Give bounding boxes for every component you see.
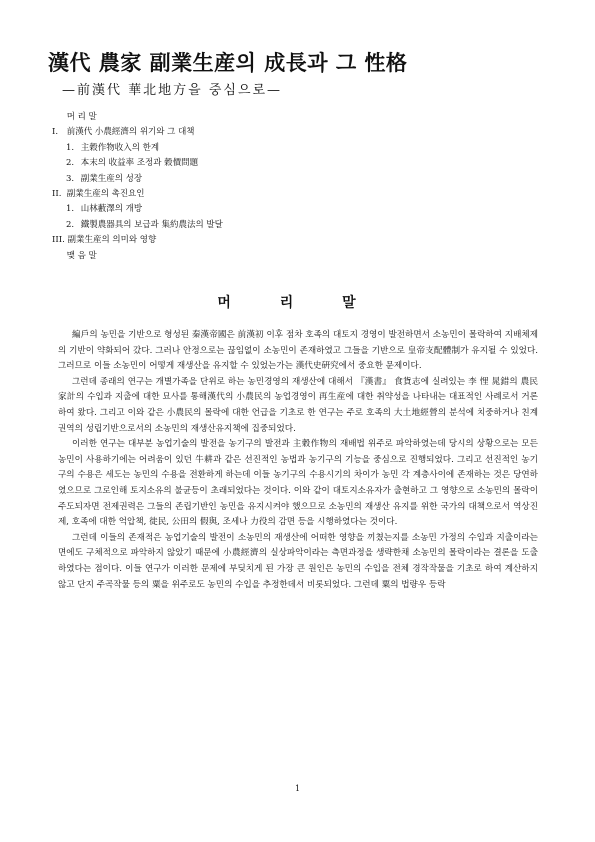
toc-item-number: II. bbox=[52, 189, 62, 200]
toc-item-label: 副業生産의 성장 bbox=[80, 173, 143, 184]
toc-item-label: 鐵製農器具의 보급과 集約農法의 발달 bbox=[80, 219, 223, 230]
toc-item-label: 山林藪澤의 개방 bbox=[80, 204, 143, 215]
toc-item bbox=[52, 156, 492, 171]
toc-item bbox=[52, 125, 492, 140]
toc-item-label: 前漢代 小農經濟의 위기와 그 대책 bbox=[66, 127, 195, 138]
toc-item-label: 主穀作物收入의 한계 bbox=[80, 142, 160, 153]
toc-item-number: I. bbox=[52, 127, 59, 138]
page-number: 1 bbox=[294, 784, 301, 793]
body-paragraph: 編戶의 농민을 기반으로 형성된 秦漢帝國은 前漢初 이후 점차 호족의 대토지 경영이 발전하면서 소농민이 몰락하여 지배체제의 기반이 약화되어 갔다. 그러나 안정으로는 끊임없이 소농민이 존재하였고 그들을 기반으로 皇帝支配體制가 유지될 수 있었다. 그러므로 이들 소농민이 어떻게 재생산을 유지할 수 있었는가는 漢代史硏究에서 중요한 문제이다. bbox=[58, 330, 538, 372]
toc-item-label: 副業生産의 촉진요인 bbox=[66, 189, 145, 200]
toc-item-label: 副業生産의 의미와 영향 bbox=[67, 235, 157, 246]
toc-item bbox=[52, 172, 492, 187]
document-subtitle: —前漢代 華北地方을 중심으로— bbox=[62, 83, 283, 98]
toc-item-number: 3. bbox=[66, 173, 75, 184]
body-text bbox=[58, 328, 538, 593]
document-title: 漢代 農家 副業生産의 成長과 그 性格 bbox=[48, 50, 408, 75]
body-paragraph: 그런데 종래의 연구는 개별가족을 단위로 하는 농민경영의 재생산에 대해서 『漢書』 食貨志에 실려있는 李 悝 晁錯의 農民家計의 수입과 지출에 대한 묘사를 통해漢代의 小農民의 농업경영이 再生産에 대한 취약성을 나타내는 대표적인 사례로서 거론하여 왔다. 그리고 이와 같은 小農民의 몰락에 대한 언급을 기초로 한 연구는 주로 호족의 大土地經營의 분석에 치중하거나 친계권역의 성립기반으로서의 소농민의 재생산유지책에 집중되었다. bbox=[58, 376, 538, 434]
body-paragraph: 이러한 연구는 대부분 농업기술의 발전을 농기구의 발전과 主穀作物의 재배법 위주로 파악하였는데 당시의 상황으로는 모든 농민이 사용하기에는 어려움이 있던 牛耕과 같은 선진적인 농법과 농기구의 기능을 중심으로 진행되었다. 그리고 선진적인 농기구의 수용은 세도는 농민의 수용을 전환하게 하는데 이들 농기구의 수용시기의 차이가 농민 각 계층사이에 존재하는 것은 당연하였으므로 그로인해 토지소유의 불균등이 초래되었다는 것이다. 이와 같이 대토지소유자가 출현하고 그 영향으로 소농민의 몰락이 주도되자면 전제권력은 그들의 존립기반인 농민을 유지시켜야 했으므로 소농민의 재생산 유지를 위한 국가의 대책으로서 역상진제, 호족에 대한 억압책, 徙民, 公田의 假與, 조세나 力役의 감면 등을 시행하였다는 것이다. bbox=[58, 439, 538, 528]
toc-item bbox=[52, 233, 492, 248]
table-of-contents bbox=[52, 110, 492, 264]
toc-item-number: 1. bbox=[66, 204, 75, 215]
toc-item-label: 맺 음 말 bbox=[66, 250, 97, 261]
toc-item-number: III. bbox=[52, 235, 65, 246]
toc-item-label: 本末의 收益率 조정과 穀價問題 bbox=[80, 158, 199, 169]
toc-item bbox=[52, 187, 492, 202]
toc-item bbox=[52, 202, 492, 217]
toc-item-number: 2. bbox=[66, 219, 75, 230]
toc-item bbox=[52, 110, 492, 125]
toc-item bbox=[52, 218, 492, 233]
section-heading: 머 리 말 bbox=[217, 295, 378, 311]
toc-item bbox=[52, 141, 492, 156]
toc-item-number: 1. bbox=[66, 142, 75, 153]
body-paragraph: 그런데 이들의 존재적은 농업기술의 발전이 소농민의 재생산에 어떠한 영향을 끼쳤는지를 소농민 가정의 수입과 지출이라는 면에도 구체적으로 파악하지 않았기 때문에 小農經濟의 실상파악이라는 측면과정을 생략한채 소농민의 몰락이라는 결론을 도출하였다는 점이다. 이들 연구가 이러한 문제에 부딪치게 된 가장 큰 원인은 농민의 수입을 전체 경작작물을 기초로 하여 계산하지 않고 단지 주곡작물 등의 粟을 위주로도 농민의 수입을 추정한데서 비롯되었다. 그런데 粟의 법량우 등락 bbox=[58, 532, 538, 590]
toc-item-number: 2. bbox=[66, 158, 75, 169]
toc-item-label: 머 리 말 bbox=[66, 112, 97, 122]
toc-item bbox=[52, 249, 492, 264]
